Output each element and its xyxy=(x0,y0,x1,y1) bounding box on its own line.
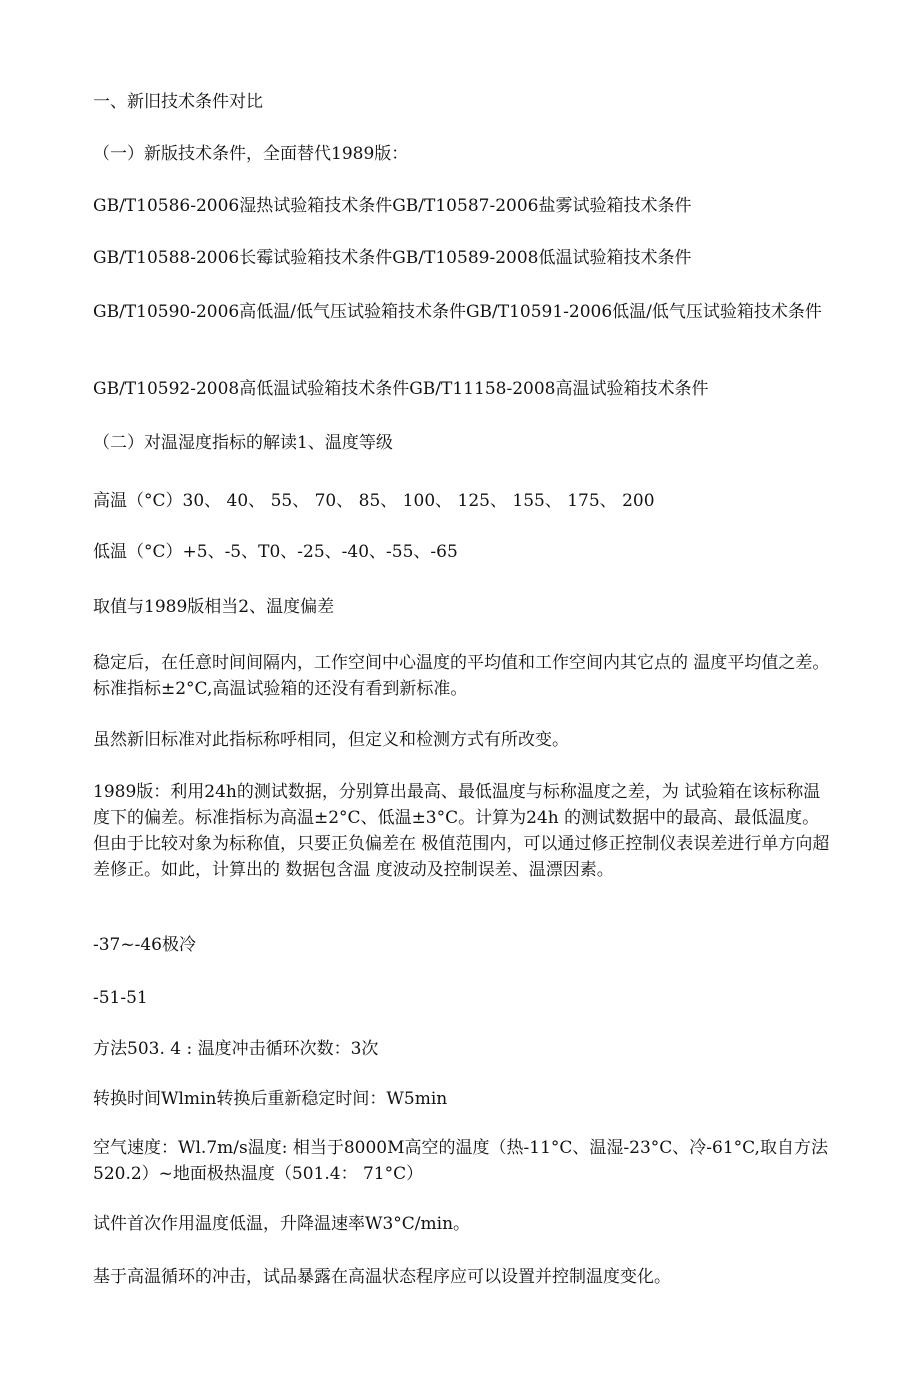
v1989-description: 1989版：利用24h的测试数据，分别算出最高、最低温度与标称温度之差，为 试验箱在该标称温度下的偏差。标准指标为高温±2°C、低温±3°C。计算为24h 的测试数据中的最高、最低温度。但由于比较对象为标称值，只要正负偏差在 极值范围内，可以通过修正控制仪表误差进行单方向超差修正。如此，计算出的 数据包含温 度波动及控制误差、温漂因素。 xyxy=(93,782,830,880)
standards-line-3: GB/T10590-2006高低温/低气压试验箱技术条件GB/T10591-2006低温/低气压试验箱技术条件 xyxy=(93,302,822,322)
first-use-rate: 试件首次作用温度低温，升降温速率W3°C/min。 xyxy=(93,1214,471,1234)
extreme-cold: -37~-46极冷 xyxy=(93,935,196,955)
standards-line-1: GB/T10586-2006湿热试验箱技术条件GB/T10587-2006盐雾试验箱技术条件 xyxy=(93,196,692,216)
low-temp-levels: 低温（°C）+5、-5、T0、-25、-40、-55、-65 xyxy=(93,542,458,562)
stable-definition: 稳定后，在任意时间间隔内，工作空间中心温度的平均值和工作空间内其它点的 温度平均值之差。标准指标±2°C,高温试验箱的还没有看到新标准。 xyxy=(93,653,830,699)
range-51: -51-51 xyxy=(93,988,148,1008)
standards-line-2: GB/T10588-2006长霉试验箱技术条件GB/T10589-2008低温试验箱技术条件 xyxy=(93,248,692,268)
document-heading: 一、新旧技术条件对比 xyxy=(93,92,263,112)
change-note: 虽然新旧标准对此指标称呼相同，但定义和检测方式有所改变。 xyxy=(93,730,569,750)
equivalent-note: 取值与1989版相当2、温度偏差 xyxy=(93,597,335,617)
switch-time: 转换时间Wlmin转换后重新稳定时间：W5min xyxy=(93,1089,448,1109)
air-speed: 空气速度：Wl.7m/s温度: 相当于8000M高空的温度（热-11°C、温湿-23°C、冷-61°C,取自方法520.2）~地面极热温度（501.4： 71°C） xyxy=(93,1138,828,1184)
high-temp-levels: 高温（°C）30、 40、 55、 70、 85、 100、 125、 155、 175、 200 xyxy=(93,491,655,511)
method-503: 方法503. 4 : 温度冲击循环次数：3次 xyxy=(93,1039,379,1059)
based-on-note: 基于高温循环的冲击，试品暴露在高温状态程序应可以设置并控制温度变化。 xyxy=(93,1267,671,1287)
section2-title: （二）对温湿度指标的解读1、温度等级 xyxy=(93,433,393,453)
section1-title: （一）新版技术条件，全面替代1989版： xyxy=(93,144,409,164)
standards-line-4: GB/T10592-2008高低温试验箱技术条件GB/T11158-2008高温试验箱技术条件 xyxy=(93,379,709,399)
